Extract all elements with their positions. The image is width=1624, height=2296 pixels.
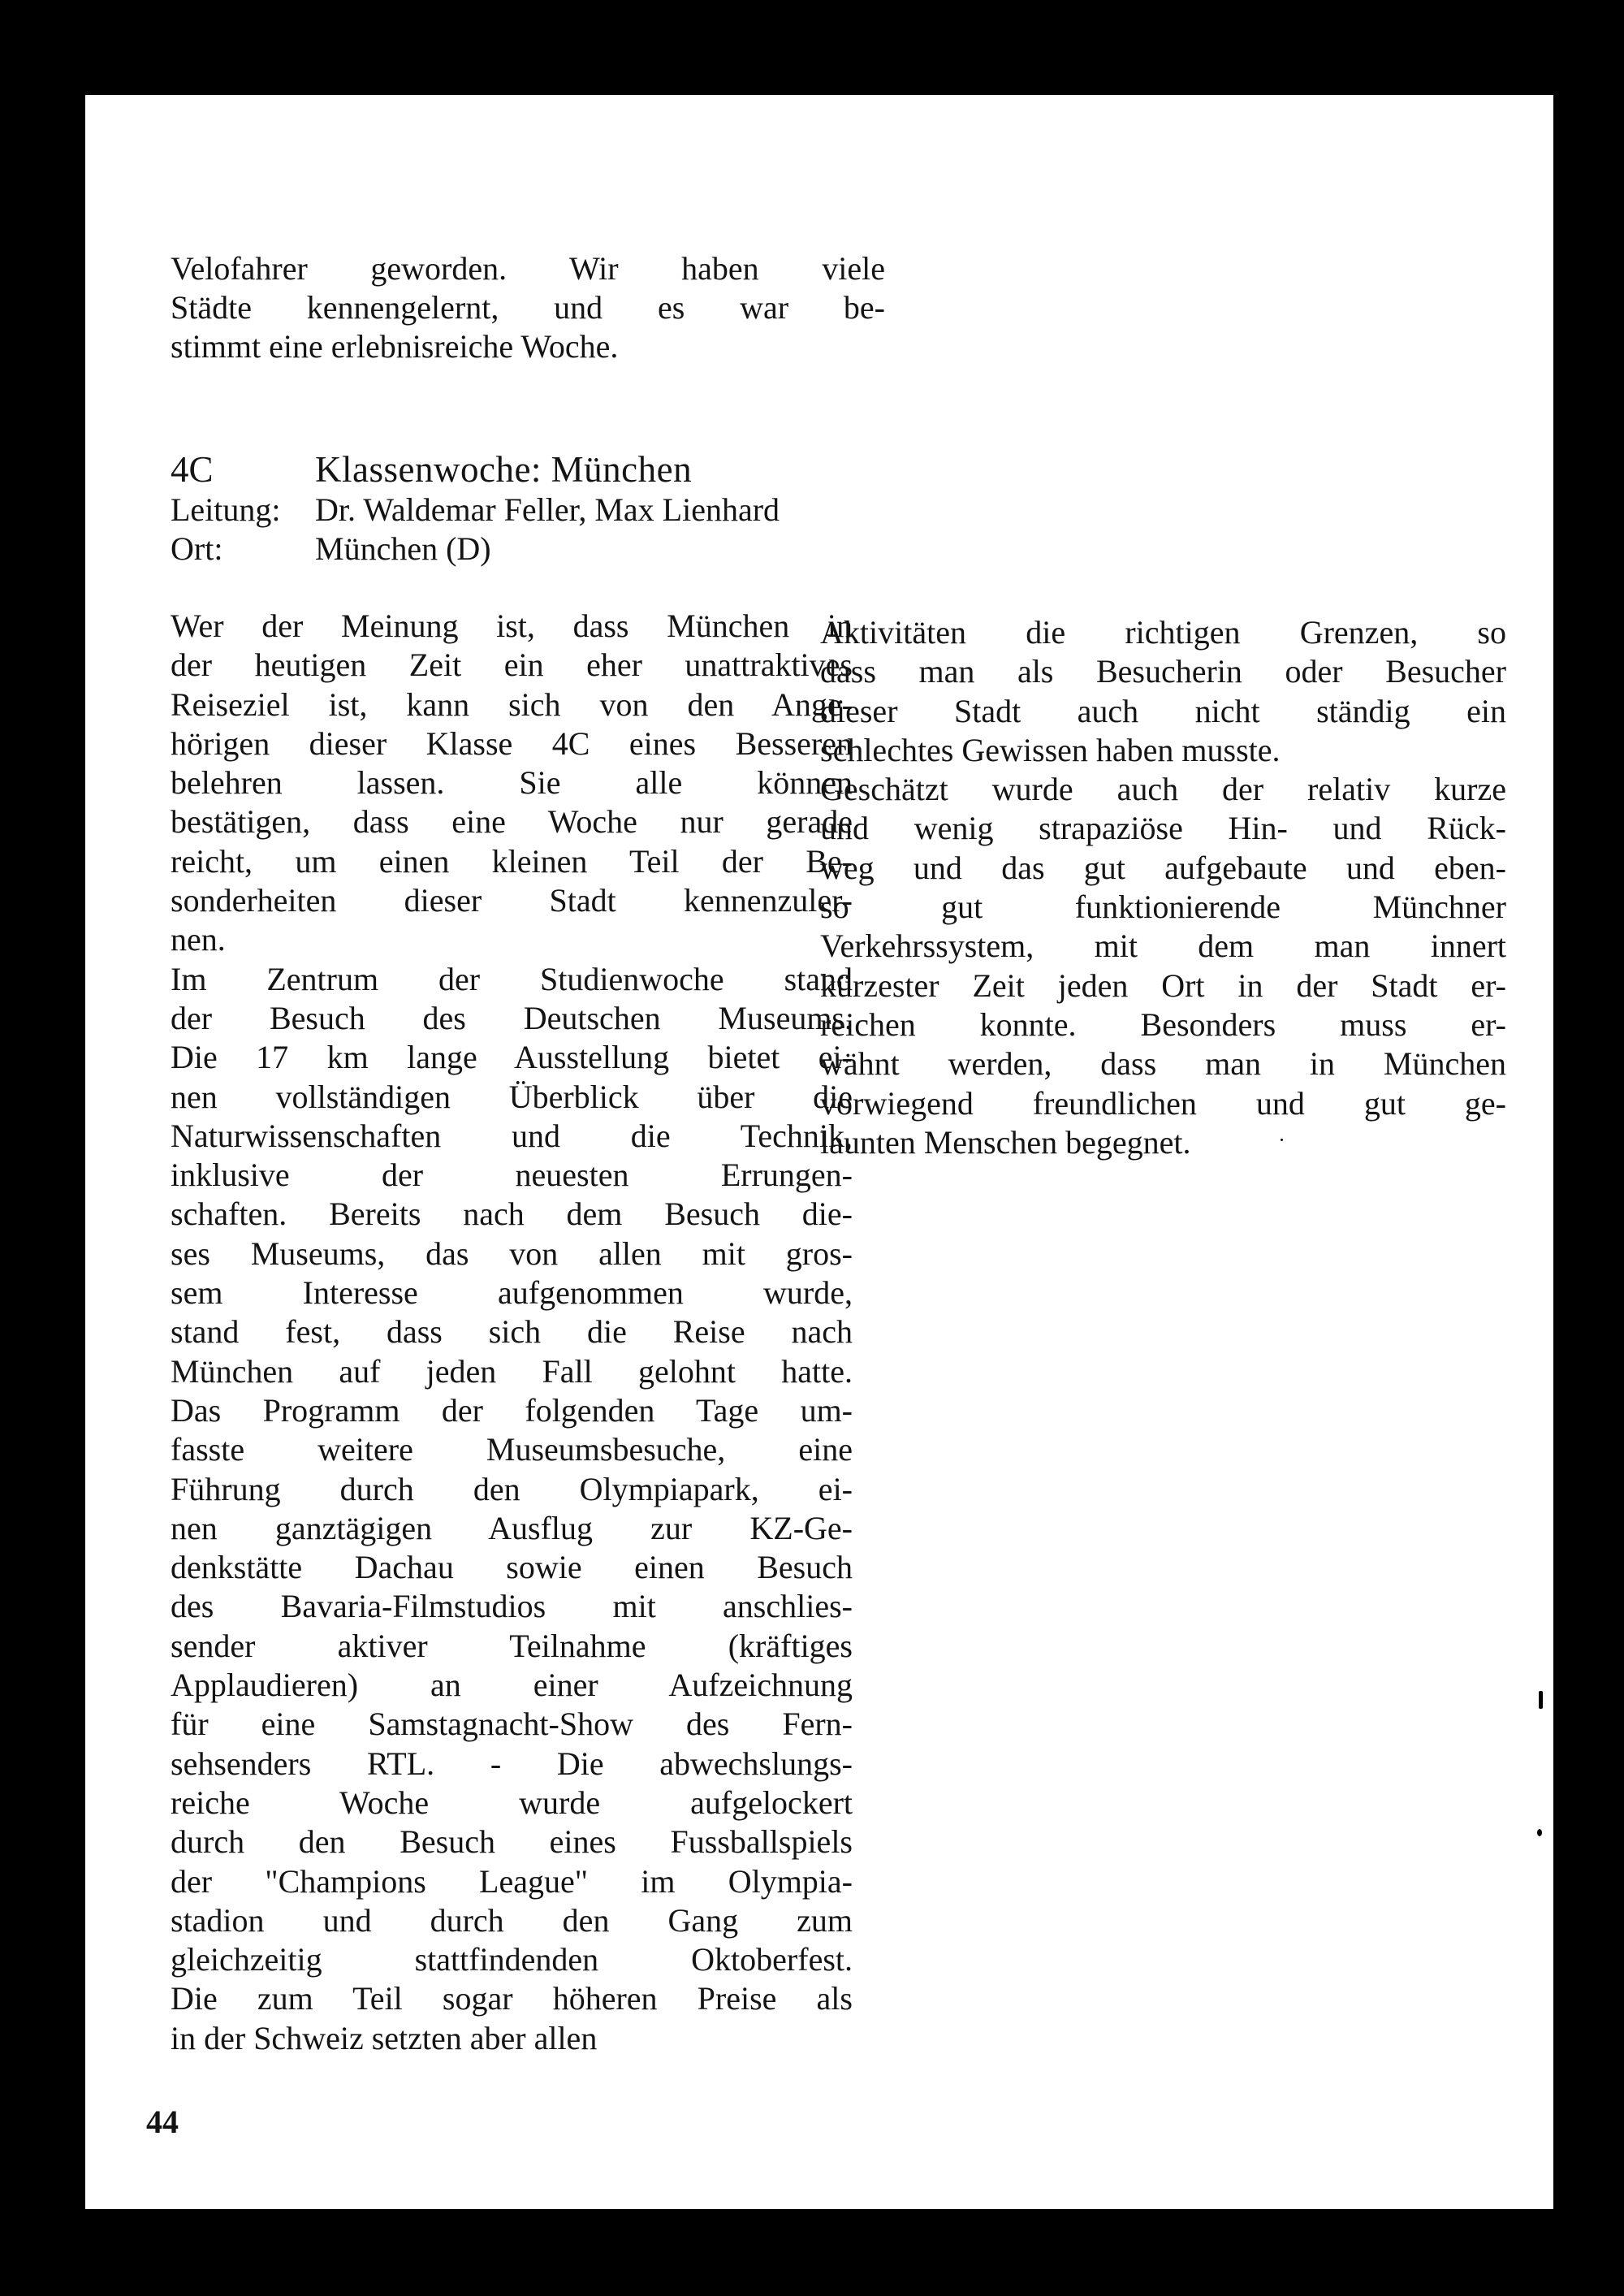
text-line: Naturwissenschaften und die Technik,	[171, 1117, 853, 1154]
text-line: reicht, um einen kleinen Teil der Be-	[171, 842, 853, 880]
intro-line: Velofahrer geworden. Wir haben viele	[171, 250, 885, 287]
intro-line: stimmt eine erlebnisreiche Woche.	[171, 328, 619, 365]
text-line: Aktivitäten die richtigen Grenzen, so	[820, 614, 1506, 651]
text-line: so gut funktionierende Münchner	[820, 889, 1506, 926]
text-line: schlechtes Gewissen haben musste.	[820, 731, 1281, 768]
ort-label: Ort:	[171, 530, 223, 567]
text-line: in der Schweiz setzten aber allen	[171, 2019, 598, 2056]
page-number: 44	[146, 2104, 179, 2140]
text-line: sender aktiver Teilnahme (kräftiges	[171, 1627, 853, 1664]
text-line: der heutigen Zeit ein eher unattraktives	[171, 646, 853, 684]
text-line: hörigen dieser Klasse 4C eines Besseren	[171, 724, 853, 762]
text-line: der "Champions League" im Olympia-	[171, 1862, 853, 1900]
leitung-value: Dr. Waldemar Feller, Max Lienhard	[315, 491, 780, 528]
text-line: inklusive der neuesten Errungen-	[171, 1157, 853, 1194]
leitung-label: Leitung:	[171, 491, 281, 528]
text-line: sehsenders RTL. - Die abwechslungs-	[171, 1745, 853, 1782]
text-line: sem Interesse aufgenommen wurde,	[171, 1274, 853, 1312]
text-line: dass man als Besucherin oder Besucher	[820, 653, 1506, 690]
text-line: nen ganztägigen Ausflug zur KZ-Ge-	[171, 1509, 853, 1546]
text-line: Das Programm der folgenden Tage um-	[171, 1391, 853, 1429]
document-page	[85, 95, 1553, 2209]
left-column	[171, 607, 853, 2058]
text-line: Führung durch den Olympiapark, ei-	[171, 1470, 853, 1507]
text-line: kürzester Zeit jeden Ort in der Stadt er-	[820, 966, 1506, 1004]
text-line: gleichzeitig stattfindenden Oktoberfest.	[171, 1941, 853, 1978]
text-line: für eine Samstagnacht-Show des Fern-	[171, 1706, 853, 1743]
text-line: dieser Stadt auch nicht ständig ein	[820, 692, 1506, 729]
text-line: Verkehrssystem, mit dem man innert	[820, 927, 1506, 965]
text-line: stand fest, dass sich die Reise nach	[171, 1313, 853, 1351]
text-line: Im Zentrum der Studienwoche stand	[171, 960, 853, 997]
text-line: wähnt werden, dass man in München	[820, 1045, 1506, 1083]
text-line: durch den Besuch eines Fussballspiels	[171, 1823, 853, 1861]
text-line: reiche Woche wurde aufgelockert	[171, 1784, 853, 1821]
text-line: weg und das gut aufgebaute und eben-	[820, 849, 1506, 886]
scan-speck	[1537, 1829, 1542, 1836]
intro-paragraph	[171, 249, 885, 366]
text-line: nen.	[171, 921, 226, 958]
text-line: schaften. Bereits nach dem Besuch die-	[171, 1196, 853, 1233]
text-line: nen vollständigen Überblick über die	[171, 1078, 853, 1115]
text-line: vorwiegend freundlichen und gut ge-	[820, 1084, 1506, 1122]
text-line: Geschätzt wurde auch der relativ kurze	[820, 771, 1506, 808]
right-column	[820, 613, 1506, 1162]
ort-value: München (D)	[315, 530, 491, 567]
intro-line: Städte kennengelernt, und es war be-	[171, 289, 885, 326]
text-line: sonderheiten dieser Stadt kennenzuler-	[171, 882, 853, 919]
text-line: Applaudieren) an einer Aufzeichnung	[171, 1667, 853, 1704]
text-line: des Bavaria-Filmstudios mit anschlies-	[171, 1588, 853, 1625]
text-line: denkstätte Dachau sowie einen Besuch	[171, 1549, 853, 1586]
text-line: ses Museums, das von allen mit gros-	[171, 1234, 853, 1272]
entry-title: Klassenwoche: München	[315, 449, 693, 490]
entry-code: 4C	[171, 449, 214, 490]
text-line: fasste weitere Museumsbesuche, eine	[171, 1431, 853, 1468]
text-line: launten Menschen begegnet.	[820, 1123, 1191, 1161]
text-line: und wenig strapaziöse Hin- und Rück-	[820, 810, 1506, 847]
scan-speck	[1539, 1691, 1543, 1709]
text-line: belehren lassen. Sie alle können	[171, 764, 853, 802]
text-line: Reiseziel ist, kann sich von den Ange-	[171, 685, 853, 723]
text-line: der Besuch des Deutschen Museums.	[171, 999, 853, 1036]
text-line: bestätigen, dass eine Woche nur gerade	[171, 803, 853, 841]
text-line: stadion und durch den Gang zum	[171, 1901, 853, 1939]
text-line: Die 17 km lange Ausstellung bietet ei-	[171, 1039, 853, 1076]
text-line: München auf jeden Fall gelohnt hatte.	[171, 1352, 853, 1390]
text-line: Wer der Meinung ist, dass München in	[171, 608, 853, 644]
scan-speck	[1281, 1139, 1283, 1141]
text-line: Die zum Teil sogar höheren Preise als	[171, 1980, 853, 2017]
text-line: reichen konnte. Besonders muss er-	[820, 1005, 1506, 1043]
